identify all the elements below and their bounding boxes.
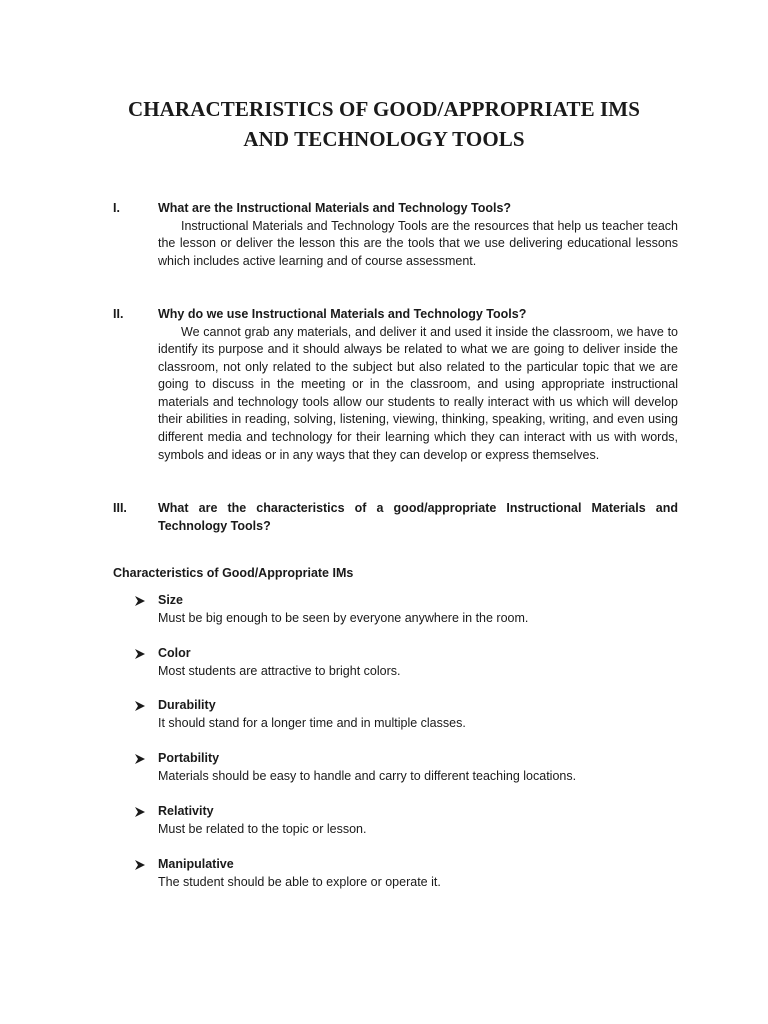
characteristic-name: Size	[158, 593, 184, 607]
title-line-2: AND TECHNOLOGY TOOLS	[243, 127, 525, 151]
characteristics-heading: Characteristics of Good/Appropriate IMs	[113, 566, 354, 580]
characteristic-description: Most students are attractive to bright colors.	[158, 663, 401, 678]
characteristic-name: Portability	[158, 751, 220, 765]
characteristic-description: Materials should be easy to handle and carry to different teaching locations.	[158, 768, 577, 783]
arrow-bullet-icon	[134, 649, 146, 659]
characteristic-name: Color	[158, 646, 191, 660]
arrow-bullet-icon	[134, 860, 146, 870]
characteristic-description: It should stand for a longer time and in multiple classes.	[158, 715, 466, 730]
arrow-bullet-icon	[134, 701, 146, 711]
section-body	[158, 500, 678, 535]
section-number: III.	[113, 501, 127, 515]
section-number: I.	[113, 201, 120, 215]
characteristic-description: Must be related to the topic or lesson.	[158, 821, 367, 836]
characteristic-description: Must be big enough to be seen by everyone anywhere in the room.	[158, 610, 529, 625]
characteristic-name: Relativity	[158, 804, 214, 818]
characteristic-description: The student should be able to explore or operate it.	[158, 874, 441, 889]
arrow-bullet-icon	[134, 596, 146, 606]
page-title	[60, 94, 708, 154]
section-number: II.	[113, 307, 124, 321]
title-line-1: CHARACTERISTICS OF GOOD/APPROPRIATE IMS	[127, 97, 641, 121]
section-body	[158, 306, 678, 464]
section-answer: We cannot grab any materials, and deliver it and used it inside the classroom, we have to identify its purpose and it should always be related to what we are going to deliver inside the classroom, not only related to the subject but also related to the particular topic that we are going to discuss in the meeting or in the classroom, and using appropriate instructional materials and technology tools allow our students to really interact with us which will develop their abilities in reading, solving, listening, viewing, thinking, speaking, writing, and even using different media and technology for their learning which they can interact with us with words, symbols and ideas or in any ways that they can develop or express themselves.	[158, 324, 678, 462]
characteristic-name: Manipulative	[158, 857, 234, 871]
arrow-bullet-icon	[134, 807, 146, 817]
section-body	[158, 200, 678, 270]
characteristic-name: Durability	[158, 698, 216, 712]
arrow-bullet-icon	[134, 754, 146, 764]
section-answer: Instructional Materials and Technology Tools are the resources that help us teacher teach the lesson or deliver the lesson this are the tools that we use delivering educational lessons which includes active learning and of course assessment.	[158, 218, 678, 268]
section-question: Why do we use Instructional Materials and Technology Tools?	[158, 307, 527, 321]
section-question: What are the Instructional Materials and Technology Tools?	[158, 201, 512, 215]
section-question: What are the characteristics of a good/appropriate Instructional Materials and Technology Tools?	[158, 501, 678, 533]
